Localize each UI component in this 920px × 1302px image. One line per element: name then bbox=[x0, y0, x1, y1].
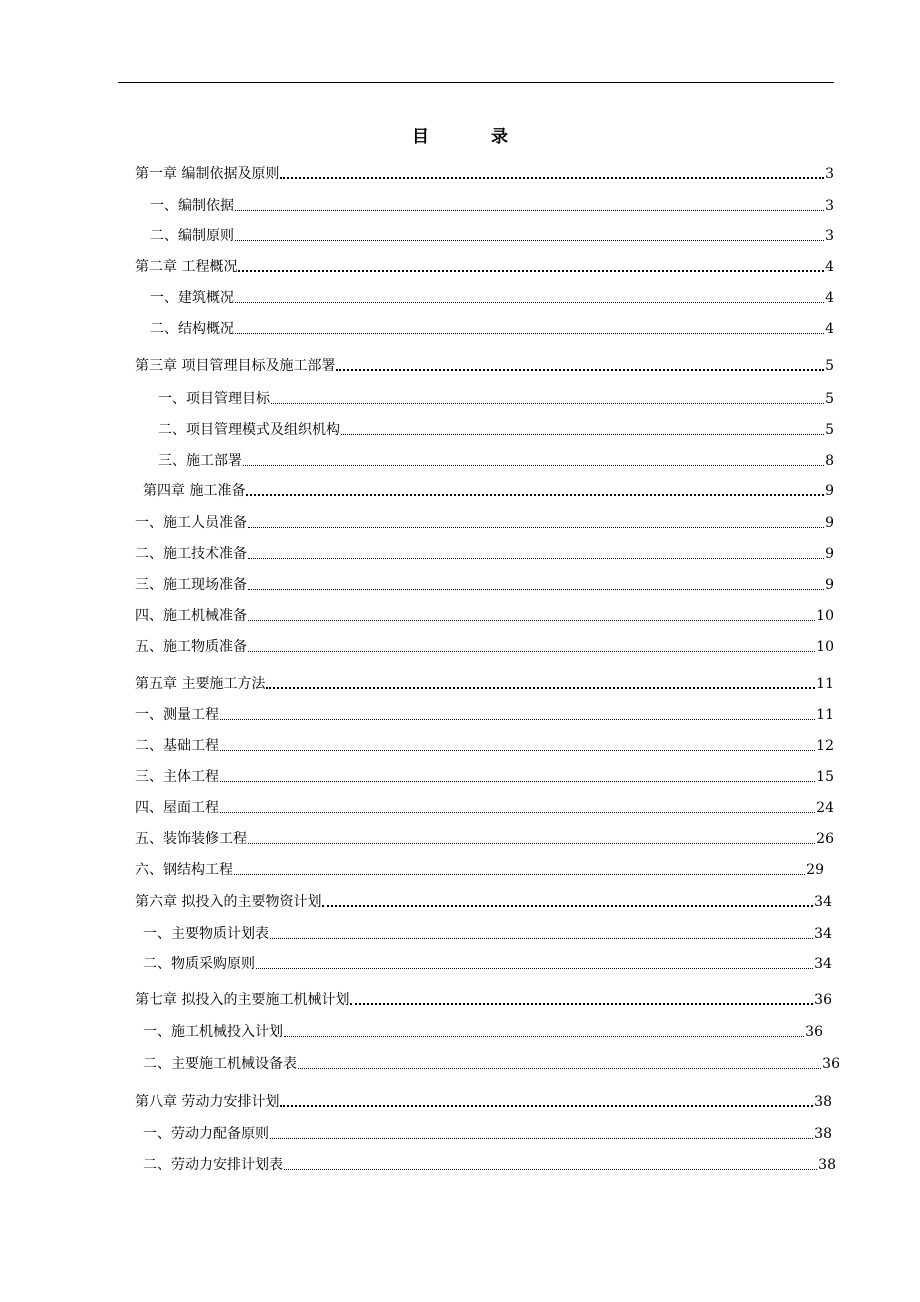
toc-page-number: 10 bbox=[816, 608, 834, 624]
toc-entry-label: 六、钢结构工程 bbox=[135, 862, 233, 878]
toc-page-number: 29 bbox=[806, 862, 824, 878]
toc-entry-label: 一、施工人员准备 bbox=[135, 515, 247, 531]
toc-entry[interactable] bbox=[143, 1021, 823, 1043]
toc-dot-leader bbox=[248, 558, 824, 559]
toc-entry-label: 四、施工机械准备 bbox=[135, 608, 247, 624]
toc-dot-leader bbox=[271, 403, 824, 404]
toc-entry[interactable] bbox=[135, 605, 834, 627]
toc-page-number: 3 bbox=[825, 166, 834, 182]
toc-entry[interactable] bbox=[135, 574, 834, 596]
toc-entry[interactable] bbox=[135, 512, 834, 534]
toc-page-number: 24 bbox=[816, 800, 834, 816]
toc-entry[interactable] bbox=[135, 355, 834, 377]
toc-entry-label: 二、物质采购原则 bbox=[143, 956, 255, 972]
toc-entry[interactable] bbox=[158, 450, 834, 472]
toc-page-number: 38 bbox=[814, 1094, 832, 1110]
toc-entry[interactable] bbox=[158, 388, 834, 410]
toc-entry-label: 二、主要施工机械设备表 bbox=[143, 1056, 297, 1072]
toc-page-number: 36 bbox=[814, 992, 832, 1008]
toc-page-number: 4 bbox=[825, 321, 834, 337]
toc-dot-leader bbox=[350, 1003, 813, 1005]
toc-entry-label: 第二章 工程概况 bbox=[135, 259, 238, 275]
toc-page-number: 3 bbox=[825, 228, 834, 244]
toc-dot-leader bbox=[235, 240, 824, 241]
toc-entry[interactable] bbox=[135, 673, 834, 695]
toc-dot-leader bbox=[220, 781, 815, 782]
toc-dot-leader bbox=[235, 333, 824, 334]
toc-page-number: 5 bbox=[825, 391, 834, 407]
toc-dot-leader bbox=[298, 1068, 821, 1069]
toc-page-number: 15 bbox=[816, 769, 834, 785]
toc-entry-label: 一、劳动力配备原则 bbox=[143, 1126, 269, 1142]
toc-page-number: 38 bbox=[818, 1157, 836, 1173]
toc-entry[interactable] bbox=[135, 543, 834, 565]
toc-dot-leader bbox=[220, 812, 815, 813]
toc-entry-label: 一、建筑概况 bbox=[150, 290, 234, 306]
toc-page-number: 4 bbox=[825, 290, 834, 306]
toc-entry[interactable] bbox=[143, 923, 832, 945]
toc-entry-label: 二、基础工程 bbox=[135, 738, 219, 754]
toc-page-number: 11 bbox=[816, 707, 834, 723]
toc-page-number: 5 bbox=[825, 358, 834, 374]
toc-entry[interactable] bbox=[135, 828, 834, 850]
toc-entry-label: 第一章 编制依据及原则 bbox=[135, 166, 280, 182]
toc-page-number: 34 bbox=[814, 956, 832, 972]
toc-page-number: 34 bbox=[814, 894, 832, 910]
toc-page-number: 9 bbox=[825, 577, 834, 593]
toc-entry[interactable] bbox=[150, 287, 834, 309]
toc-entry[interactable] bbox=[150, 195, 834, 217]
toc-page-number: 12 bbox=[816, 738, 834, 754]
toc-page-number: 3 bbox=[825, 198, 834, 214]
toc-dot-leader bbox=[284, 1169, 817, 1170]
toc-entry[interactable] bbox=[158, 419, 834, 441]
toc-dot-leader bbox=[322, 905, 813, 907]
toc-entry-label: 三、施工部署 bbox=[158, 453, 242, 469]
toc-entry-label: 二、劳动力安排计划表 bbox=[143, 1157, 283, 1173]
toc-entry[interactable] bbox=[143, 1053, 840, 1075]
toc-entry-label: 第三章 项目管理目标及施工部署 bbox=[135, 358, 336, 374]
toc-entry-label: 四、屋面工程 bbox=[135, 800, 219, 816]
toc-entry[interactable] bbox=[150, 318, 834, 340]
toc-entry-label: 五、施工物质准备 bbox=[135, 639, 247, 655]
toc-dot-leader bbox=[248, 843, 815, 844]
toc-page-number: 9 bbox=[825, 483, 834, 499]
toc-entry-label: 一、测量工程 bbox=[135, 707, 219, 723]
toc-page-number: 36 bbox=[805, 1024, 823, 1040]
toc-entry[interactable] bbox=[135, 256, 834, 278]
toc-dot-leader bbox=[270, 1138, 813, 1139]
toc-dot-leader bbox=[248, 589, 824, 590]
toc-dot-leader bbox=[235, 210, 824, 211]
toc-page-number: 26 bbox=[816, 831, 834, 847]
toc-dot-leader bbox=[235, 302, 824, 303]
toc-entry-label: 三、主体工程 bbox=[135, 769, 219, 785]
toc-entry-label: 二、项目管理模式及组织机构 bbox=[158, 422, 340, 438]
toc-dot-leader bbox=[248, 620, 815, 621]
toc-dot-leader bbox=[336, 369, 824, 371]
toc-page-number: 5 bbox=[825, 422, 834, 438]
toc-page-number: 9 bbox=[825, 546, 834, 562]
toc-entry[interactable] bbox=[143, 1123, 832, 1145]
toc-entry[interactable] bbox=[143, 480, 834, 502]
toc-dot-leader bbox=[280, 177, 824, 179]
toc-dot-leader bbox=[248, 527, 824, 528]
toc-dot-leader bbox=[270, 938, 813, 939]
toc-entry-label: 第八章 劳动力安排计划 bbox=[135, 1094, 280, 1110]
toc-entry[interactable] bbox=[150, 225, 834, 247]
toc-entry-label: 一、项目管理目标 bbox=[158, 391, 270, 407]
toc-entry[interactable] bbox=[135, 797, 834, 819]
toc-dot-leader bbox=[220, 719, 815, 720]
toc-entry-label: 第七章 拟投入的主要施工机械计划 bbox=[135, 992, 350, 1008]
toc-dot-leader bbox=[266, 687, 815, 689]
toc-dot-leader bbox=[238, 270, 824, 272]
toc-dot-leader bbox=[234, 874, 805, 875]
toc-dot-leader bbox=[341, 434, 824, 435]
toc-page-number: 36 bbox=[822, 1056, 840, 1072]
toc-entry-label: 五、装饰装修工程 bbox=[135, 831, 247, 847]
toc-entry-label: 二、结构概况 bbox=[150, 321, 234, 337]
toc-page-number: 11 bbox=[816, 676, 834, 692]
toc-dot-leader bbox=[243, 465, 824, 466]
page-title: 目 录 bbox=[412, 127, 536, 147]
toc-entry[interactable] bbox=[135, 989, 832, 1011]
toc-dot-leader bbox=[284, 1036, 804, 1037]
toc-entry[interactable] bbox=[135, 1091, 832, 1113]
toc-entry[interactable] bbox=[135, 859, 824, 881]
toc-entry[interactable] bbox=[135, 735, 834, 757]
toc-page-number: 34 bbox=[814, 926, 832, 942]
toc-page-number: 8 bbox=[825, 453, 834, 469]
toc-page-number: 9 bbox=[825, 515, 834, 531]
toc-entry[interactable] bbox=[135, 766, 834, 788]
toc-entry-label: 第四章 施工准备 bbox=[143, 483, 246, 499]
toc-dot-leader bbox=[256, 968, 813, 969]
toc-entry[interactable] bbox=[135, 704, 834, 726]
toc-entry[interactable] bbox=[135, 163, 834, 185]
toc-entry-label: 一、施工机械投入计划 bbox=[143, 1024, 283, 1040]
toc-entry-label: 第五章 主要施工方法 bbox=[135, 676, 266, 692]
toc-dot-leader bbox=[246, 494, 824, 496]
toc-entry-label: 二、编制原则 bbox=[150, 228, 234, 244]
toc-page-number: 38 bbox=[814, 1126, 832, 1142]
toc-dot-leader bbox=[248, 651, 815, 652]
toc-entry[interactable] bbox=[135, 636, 834, 658]
toc-entry[interactable] bbox=[143, 1154, 836, 1176]
toc-entry-label: 一、主要物质计划表 bbox=[143, 926, 269, 942]
toc-dot-leader bbox=[280, 1105, 813, 1107]
toc-page-number: 4 bbox=[825, 259, 834, 275]
toc-entry-label: 一、编制依据 bbox=[150, 198, 234, 214]
toc-entry-label: 三、施工现场准备 bbox=[135, 577, 247, 593]
toc-entry[interactable] bbox=[143, 953, 832, 975]
toc-dot-leader bbox=[220, 750, 815, 751]
toc-entry[interactable] bbox=[135, 891, 832, 913]
toc-page-number: 10 bbox=[816, 639, 834, 655]
toc-entry-label: 二、施工技术准备 bbox=[135, 546, 247, 562]
toc-entry-label: 第六章 拟投入的主要物资计划 bbox=[135, 894, 322, 910]
